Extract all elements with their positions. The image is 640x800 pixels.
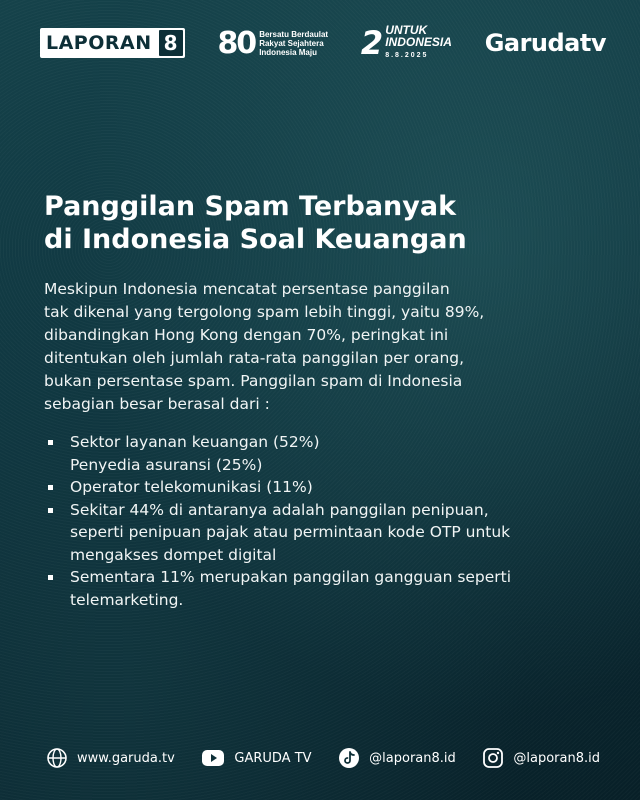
globe-icon (46, 747, 68, 769)
paragraph-line: dibandingkan Hong Kong dengan 70%, peringkat ini (44, 326, 449, 344)
hut-ri-80-logo (217, 26, 328, 61)
garudatv-logo: Garudatv (484, 29, 606, 57)
youtube-text: GARUDA TV (234, 750, 312, 766)
hut-ri-80-tagline (259, 30, 328, 57)
laporan8-logo-text: LAPORAN (46, 32, 152, 54)
bullet-marker (48, 575, 53, 580)
paragraph-line: bukan persentase spam. Panggilan spam di Indonesia (44, 372, 463, 390)
bullet-marker (48, 485, 53, 490)
bullet-marker (48, 440, 53, 445)
tiktok-link[interactable] (338, 747, 456, 769)
tagline-line: Rakyat Sejahtera (259, 38, 324, 48)
instagram-link[interactable] (482, 747, 600, 769)
list-item-line: mengakses dompet digital (70, 545, 277, 564)
list-item (44, 431, 614, 476)
paragraph-line: tak dikenal yang tergolong spam lebih tinggi, yaitu 89%, (44, 303, 485, 321)
list-item-line: Sekitar 44% di antaranya adalah panggilan penipuan, (70, 500, 489, 519)
list-item (44, 499, 614, 567)
tagline-line: Indonesia Maju (259, 47, 317, 57)
tiktok-text: @laporan8.id (369, 750, 456, 766)
website-text: www.garuda.tv (77, 750, 175, 766)
list-item-line: telemarketing. (70, 590, 184, 609)
instagram-icon (482, 747, 504, 769)
list-item-line: Penyedia asuransi (25%) (70, 455, 263, 474)
paragraph-line: sebagian besar berasal dari : (44, 395, 270, 413)
logo-bar (40, 23, 606, 62)
untuk-text: UNTUK (385, 23, 428, 37)
youtube-icon (201, 749, 225, 767)
untuk-indonesia-text (385, 24, 452, 62)
page-title (44, 190, 604, 256)
website-link[interactable] (46, 747, 175, 769)
indonesia-text: INDONESIA (385, 35, 452, 49)
paragraph-line: ditentukan oleh jumlah rata-rata panggilan per orang, (44, 349, 465, 367)
list-item-line: Sementara 11% merupakan panggilan gangguan seperti (70, 568, 512, 586)
bullet-marker (48, 508, 53, 513)
list-item (44, 566, 614, 611)
instagram-text: @laporan8.id (513, 750, 600, 766)
list-item-line: Sektor layanan keuangan (52%) (70, 433, 320, 451)
youtube-link[interactable] (201, 749, 311, 767)
tiktok-icon (338, 747, 360, 769)
title-line: di Indonesia Soal Keuangan (44, 224, 467, 255)
intro-paragraph (44, 278, 604, 416)
title-line: Panggilan Spam Terbanyak (44, 191, 457, 222)
tagline-line: Bersatu Berdaulat (259, 29, 329, 39)
laporan8-logo-number: 8 (157, 28, 185, 58)
hut-ri-80-number: 80 (217, 25, 256, 61)
untuk-indonesia-date: 8.8.2025 (385, 52, 429, 59)
list-item-line: seperti penipuan pajak atau permintaan kode OTP untuk (70, 523, 511, 541)
list-item-line: Operator telekomunikasi (11%) (70, 478, 313, 496)
paragraph-line: Meskipun Indonesia mencatat persentase panggilan (44, 280, 450, 298)
untuk-indonesia-number: 2 (360, 24, 384, 62)
list-item (44, 476, 614, 499)
laporan8-logo (40, 28, 185, 58)
footer-social-links (46, 744, 600, 772)
untuk-indonesia-logo (361, 24, 452, 62)
spam-source-list (44, 431, 614, 611)
